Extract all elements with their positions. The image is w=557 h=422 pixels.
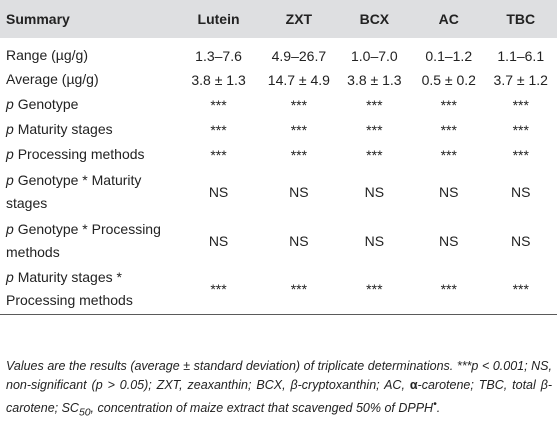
subscript: 50 bbox=[79, 407, 91, 418]
row-label: p Genotype bbox=[0, 92, 175, 117]
table-cell: *** bbox=[175, 142, 262, 167]
row-label: p Genotype * Processing methods bbox=[0, 216, 175, 265]
table-cell: *** bbox=[413, 92, 484, 117]
table-cell: NS bbox=[262, 216, 336, 265]
row-label: Average (µg/g) bbox=[0, 67, 175, 92]
table-cell: *** bbox=[336, 142, 413, 167]
table-cell: *** bbox=[262, 92, 336, 117]
table-cell: *** bbox=[413, 265, 484, 314]
table-cell: 3.7 ± 1.2 bbox=[485, 67, 557, 92]
table-row bbox=[0, 142, 557, 167]
table-cell: *** bbox=[485, 142, 557, 167]
table-cell: 14.7 ± 4.9 bbox=[262, 67, 336, 92]
row-label: p Maturity stages bbox=[0, 117, 175, 142]
table-header-row bbox=[0, 0, 557, 38]
table-row bbox=[0, 92, 557, 117]
table-row bbox=[0, 67, 557, 92]
alpha-symbol: α bbox=[410, 378, 418, 392]
table-cell: NS bbox=[336, 216, 413, 265]
header-lutein: Lutein bbox=[175, 0, 262, 38]
superscript: • bbox=[433, 399, 437, 410]
header-summary: Summary bbox=[0, 0, 175, 38]
table-cell: *** bbox=[175, 92, 262, 117]
table-cell: *** bbox=[413, 117, 484, 142]
header-tbc: TBC bbox=[485, 0, 557, 38]
table-cell: *** bbox=[262, 142, 336, 167]
table-footnote: Values are the results (average ± standard deviation) of triplicate determinations. ***p < 0.001; NS, non-significant (p > 0.05); ZXT, zeaxanthin; BCX, β-cryptoxanthin; AC, α-carotene; TBC, total β-carotene; $SC_{50}$, concentration of maize extract that scavenged 50% of DPPH•. bbox=[6, 357, 552, 422]
row-label: p Genotype * Maturity stages bbox=[0, 167, 175, 216]
table-cell: *** bbox=[336, 265, 413, 314]
row-label: p Processing methods bbox=[0, 142, 175, 167]
header-zxt: ZXT bbox=[262, 0, 336, 38]
table-cell: NS bbox=[175, 167, 262, 216]
table-cell: 0.1–1.2 bbox=[413, 38, 484, 67]
table-cell: NS bbox=[413, 216, 484, 265]
p-symbol: p bbox=[6, 221, 14, 237]
table-cell: *** bbox=[413, 142, 484, 167]
table-cell: *** bbox=[336, 92, 413, 117]
table-cell: 0.5 ± 0.2 bbox=[413, 67, 484, 92]
table-cell: *** bbox=[175, 265, 262, 314]
table-cell: NS bbox=[413, 167, 484, 216]
header-bcx: BCX bbox=[336, 0, 413, 38]
table-cell: NS bbox=[262, 167, 336, 216]
table-cell: *** bbox=[485, 265, 557, 314]
table-cell: NS bbox=[175, 216, 262, 265]
table-row bbox=[0, 216, 557, 265]
table-cell: NS bbox=[485, 216, 557, 265]
table-cell: *** bbox=[336, 117, 413, 142]
table-row bbox=[0, 38, 557, 67]
table-row bbox=[0, 265, 557, 314]
table-cell: 3.8 ± 1.3 bbox=[175, 67, 262, 92]
table-cell: 1.0–7.0 bbox=[336, 38, 413, 67]
table-cell: *** bbox=[175, 117, 262, 142]
row-label: Range (µg/g) bbox=[0, 38, 175, 67]
table-cell: 4.9–26.7 bbox=[262, 38, 336, 67]
table-cell: *** bbox=[485, 117, 557, 142]
p-symbol: p bbox=[6, 121, 14, 137]
table-cell: 1.1–6.1 bbox=[485, 38, 557, 67]
table-cell: 1.3–7.6 bbox=[175, 38, 262, 67]
p-symbol: p bbox=[6, 96, 14, 112]
p-symbol: p bbox=[6, 172, 14, 188]
table-cell: *** bbox=[262, 117, 336, 142]
table-row bbox=[0, 167, 557, 216]
row-label: p Maturity stages * Processing methods bbox=[0, 265, 175, 314]
table-cell: *** bbox=[262, 265, 336, 314]
table-cell: *** bbox=[485, 92, 557, 117]
p-symbol: p bbox=[6, 269, 14, 285]
table-row bbox=[0, 117, 557, 142]
table-cell: NS bbox=[485, 167, 557, 216]
table-cell: 3.8 ± 1.3 bbox=[336, 67, 413, 92]
table-cell: NS bbox=[336, 167, 413, 216]
header-ac: AC bbox=[413, 0, 484, 38]
p-symbol: p bbox=[6, 146, 14, 162]
